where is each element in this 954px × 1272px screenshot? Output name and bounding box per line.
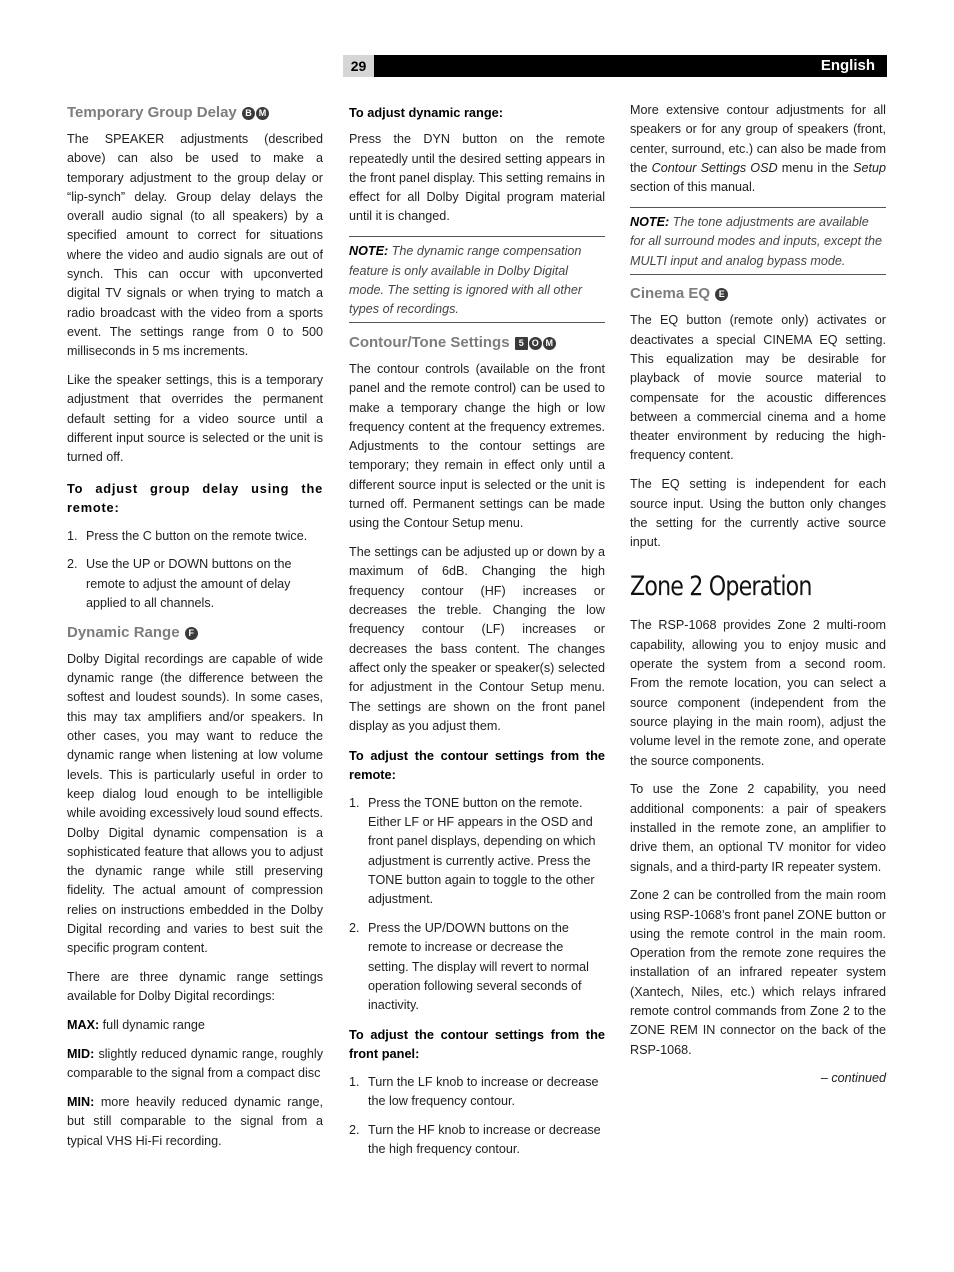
page-header-bar	[343, 55, 887, 77]
step-list	[67, 527, 323, 614]
paragraph: The RSP-1068 provides Zone 2 multi-room capability, allowing you to enjoy music and operate the system from a second room. From the remote location, you can select a source component (independent from the source playing in the main room), adjust the volume level in the remote zone, and operate the source components.	[630, 618, 886, 768]
remote-button-b-icon: B	[242, 107, 255, 120]
paragraph: Dolby Digital recordings are capable of wide dynamic range (the difference between the softest and loudest sounds). In some cases, this may tax amplifiers and/or speakers. In other cases, you may want to reduce the dynamic range when listening at low volume levels. This is particularly useful in order to keep dialog loud enough to be intelligible while avoiding excessively loud sound effects. Dolby Digital dynamic compensation is a sophisticated feature that allows you to adjust the dynamic range while still preserving fidelity. The actual amount of compression relies on instructions embedded in the Dolby Digital recording and varies to best suit the specific program content.	[67, 651, 323, 956]
remote-button-f-icon: F	[185, 627, 198, 640]
list-item: 1. Press the TONE button on the remote. Either LF or HF appears in the OSD and front panel displays, depending on which adjustment is currently active. Press the TONE button again to toggle to the other adjustment.	[349, 795, 596, 907]
paragraph: The EQ setting is independent for each source input. Using the button only changes the setting for the currently active source input.	[630, 477, 886, 550]
column-right	[630, 101, 886, 1098]
definition-max: MAX: full dynamic range	[67, 1018, 205, 1033]
step-list	[349, 794, 605, 1016]
remote-button-m-icon: M	[543, 337, 556, 350]
page-number: 29	[343, 55, 374, 77]
section-title-zone-2: Zone 2 Operation	[630, 571, 812, 603]
list-item: 2. Turn the HF knob to increase or decrease the high frequency contour.	[349, 1123, 601, 1157]
paragraph: The settings can be adjusted up or down by a maximum of 6dB. Changing the high frequency contour (HF) increases or decreases the treble. Changing the low frequency contour (LF) increases or decreases the bass content. The changes affect only the speaker or speaker(s) selected for adjustment in the Contour Setup menu. The settings are shown on the front panel display as you adjust them.	[349, 545, 605, 733]
procedure-title: To adjust the contour settings from the front panel:	[349, 1026, 605, 1062]
paragraph: Press the DYN button on the remote repeatedly until the desired setting appears in the front panel display. This setting remains in effect for all Dolby Digital program material until it is changed.	[349, 132, 605, 224]
note-box: NOTE: The dynamic range compensation feature is only available in Dolby Digital mode. The setting is ignored with all other types of recordings.	[349, 236, 605, 323]
column-middle	[349, 103, 605, 1169]
paragraph: Zone 2 can be controlled from the main room using RSP-1068’s front panel ZONE button or using the remote control in the main room. Operation from the remote zone requires the installation of an infrared repeater system (Xantech, Niles, etc.) which relays infrared remote control commands from Zone 2 to the ZONE REM IN connector on the back of the RSP-1068.	[630, 888, 886, 1057]
list-item: 2. Use the UP or DOWN buttons on the remote to adjust the amount of delay applied to all channels.	[67, 557, 292, 611]
list-item: 1. Press the C button on the remote twice.	[67, 528, 308, 543]
remote-button-o-icon: O	[529, 337, 542, 350]
heading-contour-tone: Contour/Tone Settings 5 O M	[349, 333, 605, 353]
step-list	[349, 1073, 605, 1160]
heading-cinema-eq: Cinema EQ E	[630, 284, 886, 304]
paragraph: The EQ button (remote only) activates or deactivates a special CINEMA EQ setting. This equalization may be desirable for playback of movie source material to compensate for the acoustic differences between a commercial cinema and a home theater environment by reducing the high-frequency content.	[630, 313, 886, 463]
list-item: 1. Turn the LF knob to increase or decrease the low frequency contour.	[349, 1075, 599, 1109]
note-box: NOTE: The tone adjustments are available for all surround modes and inputs, except the MULTI input and analog bypass mode.	[630, 207, 886, 275]
paragraph: More extensive contour adjustments for all speakers or for any group of speakers (front, center, surround, etc.) can also be made from the Contour Settings OSD menu in the Setup section of this manual.	[630, 103, 886, 195]
definition-min: MIN: more heavily reduced dynamic range, but still comparable to the signal from a typical VHS Hi-Fi recording.	[67, 1095, 323, 1148]
procedure-title: To adjust dynamic range:	[349, 105, 504, 120]
continued-label: – continued	[820, 1071, 886, 1086]
procedure-title: To adjust the contour settings from the remote:	[349, 747, 605, 782]
paragraph: The SPEAKER adjustments (described above) can also be used to make a temporary adjustment to the group delay or “lip-synch” delay. Group delay delays the overall audio signal (to all speakers) by a specified amount to correct for situations where the video and audio signals are out of synch. This can occur with upconverted digital TV signals or when trying to match a radio broadcast with the video from a sports event. The settings range from 0 to 500 milliseconds in 5 ms increments.	[67, 132, 323, 359]
remote-button-e-icon: E	[715, 288, 728, 301]
column-left	[67, 103, 323, 1160]
language-label: English	[820, 57, 875, 74]
paragraph: Like the speaker settings, this is a temporary adjustment that overrides the permanent default setting for a video source until a different input source is selected or the unit is turned off.	[67, 373, 323, 465]
remote-button-5-icon: 5	[515, 337, 528, 350]
procedure-title: To adjust group delay using the remote:	[67, 480, 323, 515]
list-item: 2. Press the UP/DOWN buttons on the remote to increase or decrease the setting. The display will revert to normal operation following several seconds of inactivity.	[349, 920, 589, 1013]
paragraph: There are three dynamic range settings available for Dolby Digital recordings:	[67, 970, 323, 1004]
heading-dynamic-range: Dynamic Range F	[67, 623, 323, 643]
definition-mid: MID: slightly reduced dynamic range, roughly comparable to the signal from a compact disc	[67, 1046, 323, 1081]
paragraph: The contour controls (available on the front panel and the remote control) can be used to make a temporary change the high or low frequency content at the frequency extremes. Adjustments to the contour settings are temporary; they remain in effect only until a different source input is selected or the unit is turned off. Permanent settings can be made using the Contour Setup menu.	[349, 361, 605, 531]
remote-button-m-icon: M	[256, 107, 269, 120]
heading-group-delay: Temporary Group Delay B M	[67, 103, 323, 123]
paragraph: To use the Zone 2 capability, you need additional components: a pair of speakers installed in the remote zone, an amplifier to drive them, an optional TV monitor for video signals, and a third-party IR repeater system.	[630, 782, 886, 874]
